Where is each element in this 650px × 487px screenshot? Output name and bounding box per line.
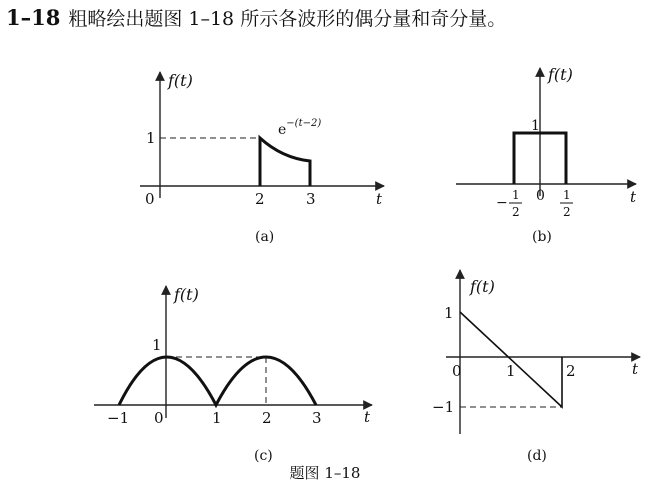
panel-c-origin: 0 [154,409,164,427]
panel-b-sublabel: (b) [532,229,552,245]
panel-b-origin: 0 [536,188,545,204]
problem-number: 1–18 [6,5,61,30]
panel-d-y-tick-top: 1 [444,304,454,322]
panel-a-xlabel: t [376,190,383,208]
problem-text: 粗略绘出题图 1–18 所示各波形的偶分量和奇分量。 [68,8,507,30]
panel-d [432,270,640,464]
panel-d-waveform [460,312,562,407]
panel-c-x-tick-1: 1 [212,409,222,427]
panel-a-sublabel: (a) [255,229,275,245]
panel-d-y-tick-bottom: −1 [432,398,455,416]
panel-c-x-tick-3: 3 [312,409,322,427]
panel-c-x-tick-neg1: −1 [107,409,130,427]
figure-caption: 题图 1–18 [289,464,361,482]
panel-c-x-tick-2: 2 [262,409,272,427]
panel-d-x-tick-1: 1 [506,362,516,380]
panel-c-y-tick: 1 [152,336,162,354]
panel-a-ylabel: f(t) [168,71,193,90]
panel-d-x-tick-2: 2 [566,362,576,380]
svg-text:2: 2 [563,205,571,219]
panel-c [94,285,372,464]
panel-b-x-tick-neg-half [496,188,522,219]
panel-a-annotation: $e^{-(t-2)}$ [278,118,322,138]
panel-d-sublabel: (d) [527,448,547,464]
panel-a-y-tick: 1 [146,129,156,147]
panel-a-origin: 0 [145,190,155,208]
panel-b-ylabel: f(t) [548,65,573,84]
panel-d-origin: 0 [452,362,462,380]
panel-c-sublabel: (c) [254,448,273,464]
panel-c-waveform [119,357,316,405]
panel-b-xlabel: t [630,188,637,206]
panel-c-ylabel: f(t) [174,285,199,304]
svg-text:2: 2 [512,205,520,219]
svg-text:−: − [496,195,508,211]
panel-d-xlabel: t [632,360,639,378]
panel-d-ylabel: f(t) [470,277,495,296]
panel-c-xlabel: t [364,408,371,426]
panel-a-waveform [260,138,310,186]
panel-a-x-tick-3: 3 [306,190,316,208]
panel-a [140,71,384,245]
panel-b-x-tick-pos-half [560,188,573,219]
svg-text:1: 1 [563,188,571,202]
panel-a-x-tick-2: 2 [255,190,265,208]
svg-text:1: 1 [512,188,520,202]
panel-b-y-tick: 1 [531,118,540,134]
panel-b [456,65,637,245]
